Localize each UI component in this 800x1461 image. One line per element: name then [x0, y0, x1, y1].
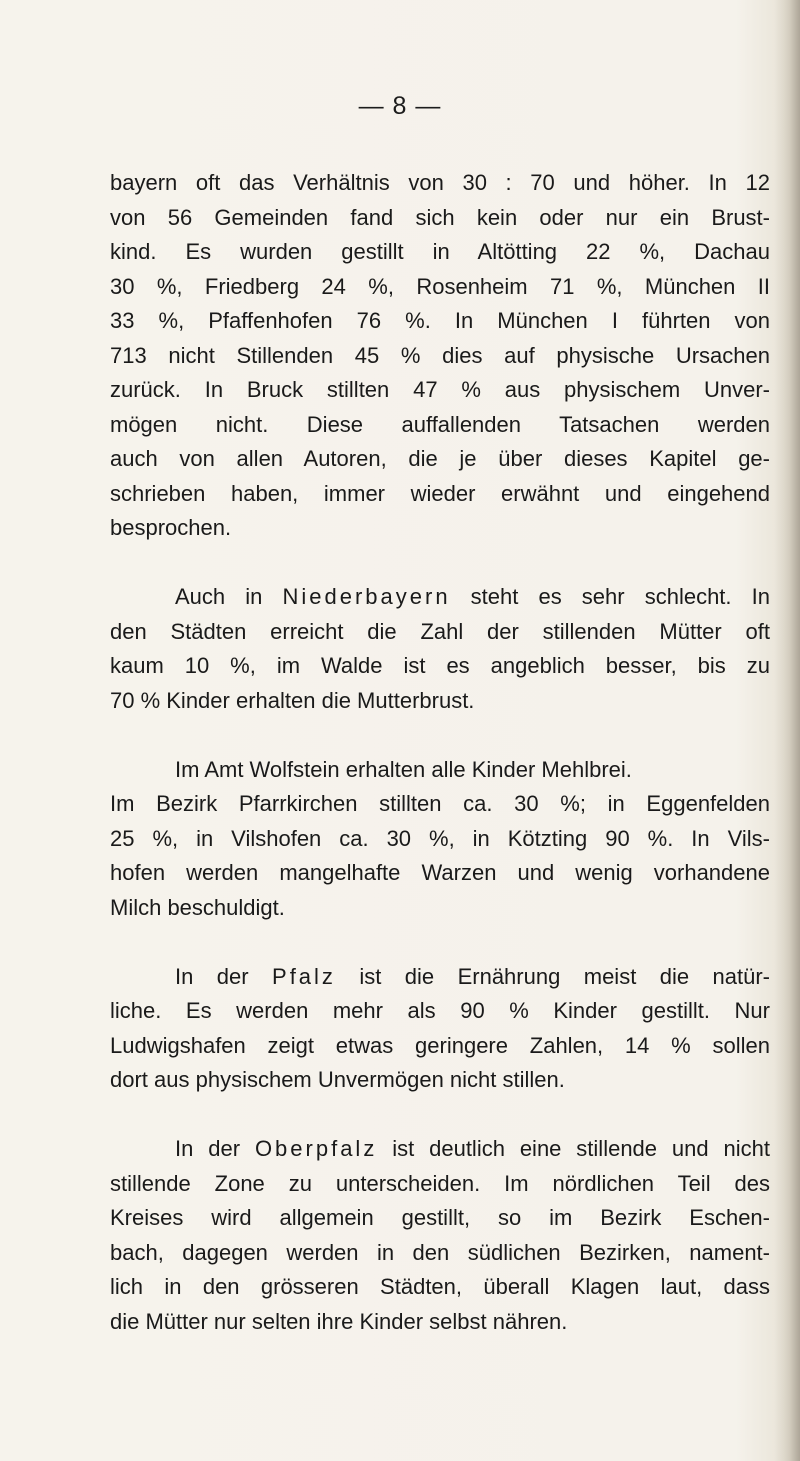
page-number: — 8 — [358, 92, 442, 120]
text-line: kind. Es wurden gestillt in Altötting 22 %, Dachau [110, 239, 770, 264]
text-line: 33 %, Pfaffenhofen 76 %. In München I führten von [110, 308, 770, 333]
text-line: Im Amt Wolfstein erhalten alle Kinder Mehlbrei. [175, 756, 632, 782]
region-name: Pfalz [272, 963, 336, 989]
text-line: besprochen. [110, 515, 232, 540]
text-line: liche. Es werden mehr als 90 % Kinder gestillt. Nur [110, 998, 770, 1023]
text-fragment: steht es sehr schlecht. In [470, 584, 770, 609]
text-fragment: In der [175, 963, 249, 989]
text-line: 30 %, Friedberg 24 %, Rosenheim 71 %, München II [110, 273, 770, 299]
text-fragment: ist die Ernährung meist die natür- [359, 963, 770, 989]
paragraph-3 [110, 753, 770, 926]
paragraph-4 [110, 960, 770, 1098]
text-fragment: Auch in [175, 584, 263, 609]
text-line: den Städten erreicht die Zahl der stillenden Mütter oft [110, 618, 770, 644]
text-line: 713 nicht Stillenden 45 % dies auf physische Ursachen [110, 342, 770, 368]
paragraph-2 [110, 580, 770, 718]
text-line: schrieben haben, immer wieder erwähnt und eingehend [110, 480, 770, 506]
text-line: bach, dagegen werden in den südlichen Bezirken, nament- [110, 1239, 770, 1265]
region-name: Niederbayern [282, 584, 451, 609]
text-line: lich in den grösseren Städten, überall Klagen laut, dass [110, 1274, 770, 1299]
text-line: dort aus physischem Unvermögen nicht stillen. [110, 1067, 565, 1092]
text-fragment: In der [175, 1136, 241, 1161]
region-name: Oberpfalz [254, 1136, 378, 1161]
text-line [110, 960, 770, 995]
paragraph-gap [110, 546, 770, 581]
text-line: von 56 Gemeinden fand sich kein oder nur ein Brust- [110, 204, 770, 230]
text-line: Im Bezirk Pfarrkirchen stillten ca. 30 %; in Eggenfelden [110, 791, 770, 816]
text-fragment: ist deutlich eine stillende und nicht [392, 1136, 770, 1161]
paragraph-gap [110, 1098, 770, 1133]
text-line: kaum 10 %, im Walde ist es angeblich besser, bis zu [110, 653, 770, 678]
text-line: hofen werden mangelhafte Warzen und wenig vorhandene [110, 860, 770, 885]
text-line: auch von allen Autoren, die je über dieses Kapitel ge- [110, 446, 770, 471]
text-line: 25 %, in Vilshofen ca. 30 %, in Kötzting 90 %. In Vils- [110, 825, 770, 851]
body-text [110, 166, 770, 1339]
text-line: 70 % Kinder erhalten die Mutterbrust. [110, 687, 475, 713]
text-line: zurück. In Bruck stillten 47 % aus physischem Unver- [110, 377, 770, 402]
text-line: mögen nicht. Diese auffallenden Tatsachen werden [110, 411, 770, 437]
text-line [110, 1132, 770, 1167]
paragraph-gap [110, 925, 770, 960]
text-line: Milch beschuldigt. [110, 894, 285, 920]
text-line: bayern oft das Verhältnis von 30 : 70 und höher. In 12 [110, 170, 770, 195]
paragraph-5 [110, 1132, 770, 1339]
page-edge-shadow [774, 0, 800, 1461]
paragraph-1 [110, 166, 770, 546]
text-line: Kreises wird allgemein gestillt, so im Bezirk Eschen- [110, 1205, 770, 1230]
text-line [110, 580, 770, 615]
text-line: stillende Zone zu unterscheiden. Im nördlichen Teil des [110, 1170, 770, 1196]
text-line: Ludwigshafen zeigt etwas geringere Zahlen, 14 % sollen [110, 1032, 770, 1058]
paragraph-gap [110, 718, 770, 753]
text-line: die Mütter nur selten ihre Kinder selbst nähren. [110, 1308, 568, 1334]
